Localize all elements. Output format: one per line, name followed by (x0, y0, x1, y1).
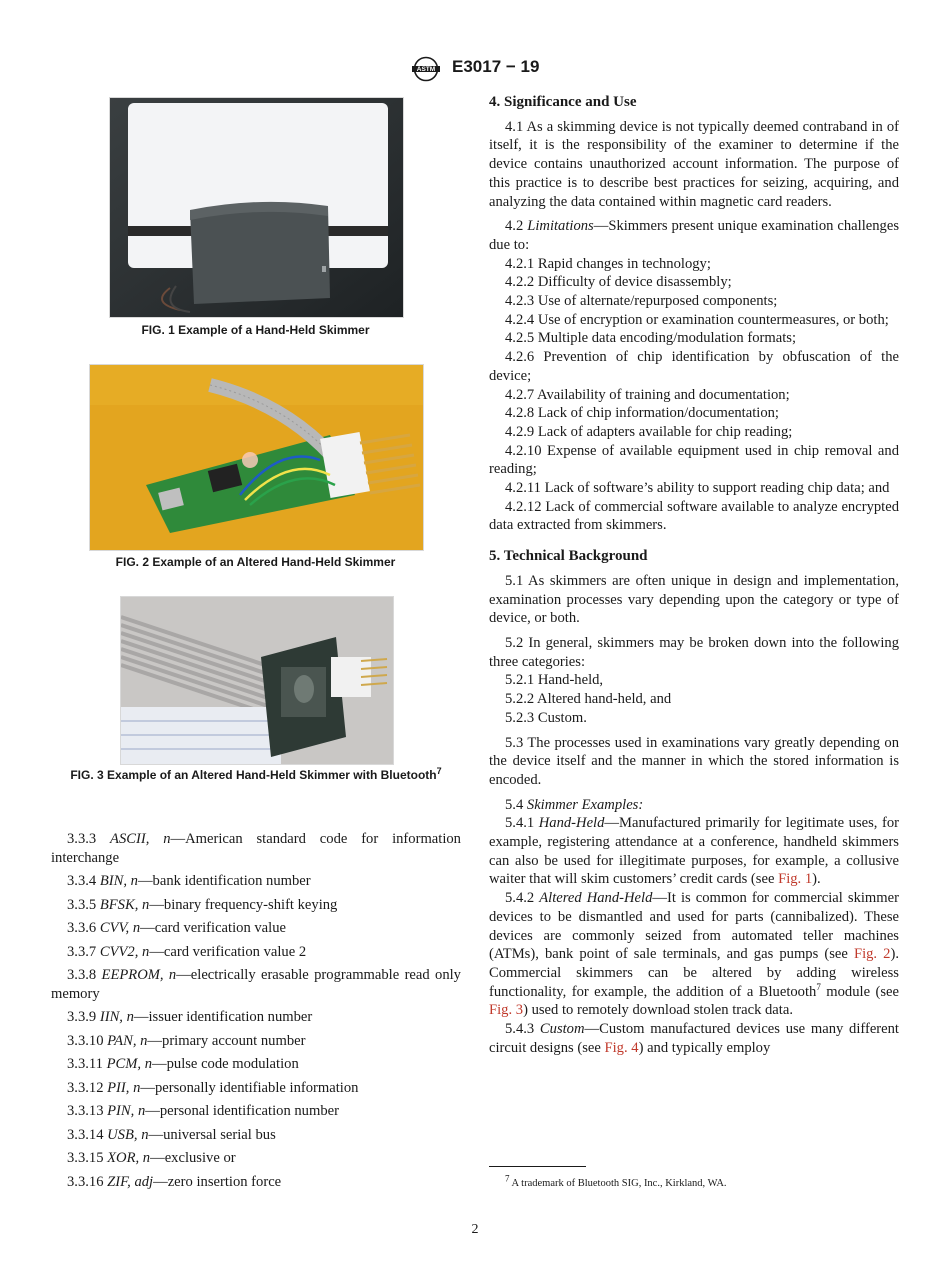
item-4-2-6: 4.2.6 Prevention of chip identification by obfuscation of the device; (489, 349, 899, 384)
paragraph-5-4-1: 5.4.1 Hand-Held—Manufactured primarily for legitimate uses, for example, registering attendance at a conference, handheld skimmers can also be used for illegitimate purposes, for example, a collusive waiter that will skim customers’ credit cards (see Fig. 1). (489, 815, 899, 888)
fig-3-link[interactable]: Fig. 3 (489, 1002, 524, 1019)
svg-text:ASTM: ASTM (416, 66, 436, 73)
paragraph-4-2: 4.2 Limitations—Skimmers present unique examination challenges due to: (489, 218, 899, 253)
figure-2-caption: FIG. 2 Example of an Altered Hand-Held Skimmer (115, 555, 396, 569)
definition-pcm: 3.3.11 PCM, n—pulse code modulation (67, 1056, 299, 1073)
standard-designation: E3017 − 19 (452, 57, 540, 76)
paragraph-5-1: 5.1 As skimmers are often unique in design and implementation, examination processes vary depending upon the category or type of device, or both. (489, 572, 899, 627)
figure-3-image (120, 596, 394, 765)
right-column (489, 93, 899, 1057)
paragraph-5-4-2: 5.4.2 Altered Hand-Held—It is common for commercial skimmer devices to be dismantled and used for parts (cannibalized). These devices are commonly seized from automated teller machines (ATMs), bank point of sale terminals, and gas pumps (see Fig. 2). Commercial skimmers can be altered by adding wireless functionality, for example, the addition of a Bluetooth$^7$ module (see Fig. 3) used to remotely download stolen track data. (489, 890, 899, 1019)
section-5-heading: 5. Technical Background (489, 548, 648, 565)
footnote-divider (489, 1166, 586, 1167)
paragraph-5-3: 5.3 The processes used in examinations vary greatly depending on the device itself and the manner in which the stored information is encoded. (489, 734, 899, 788)
item-4-2-9: 4.2.9 Lack of adapters available for chip reading; (505, 423, 793, 440)
item-4-2-5: 4.2.5 Multiple data encoding/modulation formats; (505, 330, 797, 347)
item-4-2-11: 4.2.11 Lack of software’s ability to support reading chip data; and (505, 480, 890, 497)
item-4-2-12: 4.2.12 Lack of commercial software available to analyze encrypted data extracted from skimmers. (489, 498, 899, 534)
fig-4-link[interactable]: Fig. 4 (604, 1039, 639, 1056)
item-5-2-3: 5.2.3 Custom. (505, 709, 587, 726)
definition-pii: 3.3.12 PII, n—personally identifiable information (67, 1079, 359, 1096)
definition-ascii: 3.3.3 ASCII, n—American standard code for information interchange (51, 831, 461, 866)
astm-logo-icon (410, 56, 442, 82)
figure-1-image (109, 97, 404, 318)
item-4-2-7: 4.2.7 Availability of training and documentation; (505, 386, 790, 403)
figure-3-caption: FIG. 3 Example of an Altered Hand-Held Skimmer with Bluetooth$^7$ (70, 766, 442, 782)
definition-pan: 3.3.10 PAN, n—primary account number (67, 1032, 306, 1049)
paragraph-5-4-3: 5.4.3 Custom—Custom manufactured devices use many different circuit designs (see Fig. 4) and typically employ (489, 1021, 899, 1056)
paragraph-5-2: 5.2 In general, skimmers may be broken down into the following three categories: (489, 634, 899, 670)
definition-usb: 3.3.14 USB, n—universal serial bus (67, 1126, 276, 1143)
paragraph-5-4: 5.4 Skimmer Examples: (505, 796, 644, 813)
definition-xor: 3.3.15 XOR, n—exclusive or (67, 1150, 236, 1167)
definition-zif: 3.3.16 ZIF, adj—zero insertion force (67, 1173, 282, 1190)
definition-iin: 3.3.9 IIN, n—issuer identification number (67, 1009, 313, 1026)
item-4-2-1: 4.2.1 Rapid changes in technology; (505, 255, 711, 272)
definition-bin: 3.3.4 BIN, n—bank identification number (67, 873, 311, 890)
definition-cvv: 3.3.6 CVV, n—card verification value (67, 920, 286, 937)
item-4-2-3: 4.2.3 Use of alternate/repurposed components; (505, 293, 778, 310)
definitions-list (51, 830, 461, 1196)
definition-eeprom: 3.3.8 EEPROM, n—electrically erasable programmable read only memory (51, 967, 461, 1002)
item-5-2-2: 5.2.2 Altered hand-held, and (505, 691, 672, 708)
fig-1-link[interactable]: Fig. 1 (778, 871, 813, 888)
item-4-2-8: 4.2.8 Lack of chip information/documentation; (505, 405, 779, 422)
item-4-2-4: 4.2.4 Use of encryption or examination countermeasures, or both; (505, 311, 889, 328)
item-5-2-1: 5.2.1 Hand-held, (505, 672, 604, 689)
section-4-heading: 4. Significance and Use (489, 94, 637, 110)
item-4-2-10: 4.2.10 Expense of available equipment used in chip removal and reading; (489, 442, 899, 478)
definition-cvv2: 3.3.7 CVV2, n—card verification value 2 (67, 943, 307, 960)
fig-2-link[interactable]: Fig. 2 (853, 946, 891, 963)
page-number: 2 (471, 1222, 479, 1237)
item-4-2-2: 4.2.2 Difficulty of device disassembly; (505, 274, 732, 291)
definition-pin: 3.3.13 PIN, n—personal identification number (67, 1103, 339, 1120)
paragraph-4-1: 4.1 As a skimming device is not typically deemed contraband in of itself, it is the responsibility of the examiner to determine if the device contains unauthorized account information. The purpose of this practice is to describe best practices for seizing, acquiring, and analyzing the data contained within magnetic card readers. (489, 118, 899, 210)
figure-1-caption: FIG. 1 Example of a Hand-Held Skimmer (141, 323, 370, 337)
figure-2-image (89, 364, 424, 551)
page-header (0, 56, 950, 82)
definition-bfsk: 3.3.5 BFSK, n—binary frequency-shift keying (67, 896, 338, 913)
footnote: $^7$ A trademark of Bluetooth SIG, Inc., Kirkland, WA. (505, 1173, 727, 1189)
